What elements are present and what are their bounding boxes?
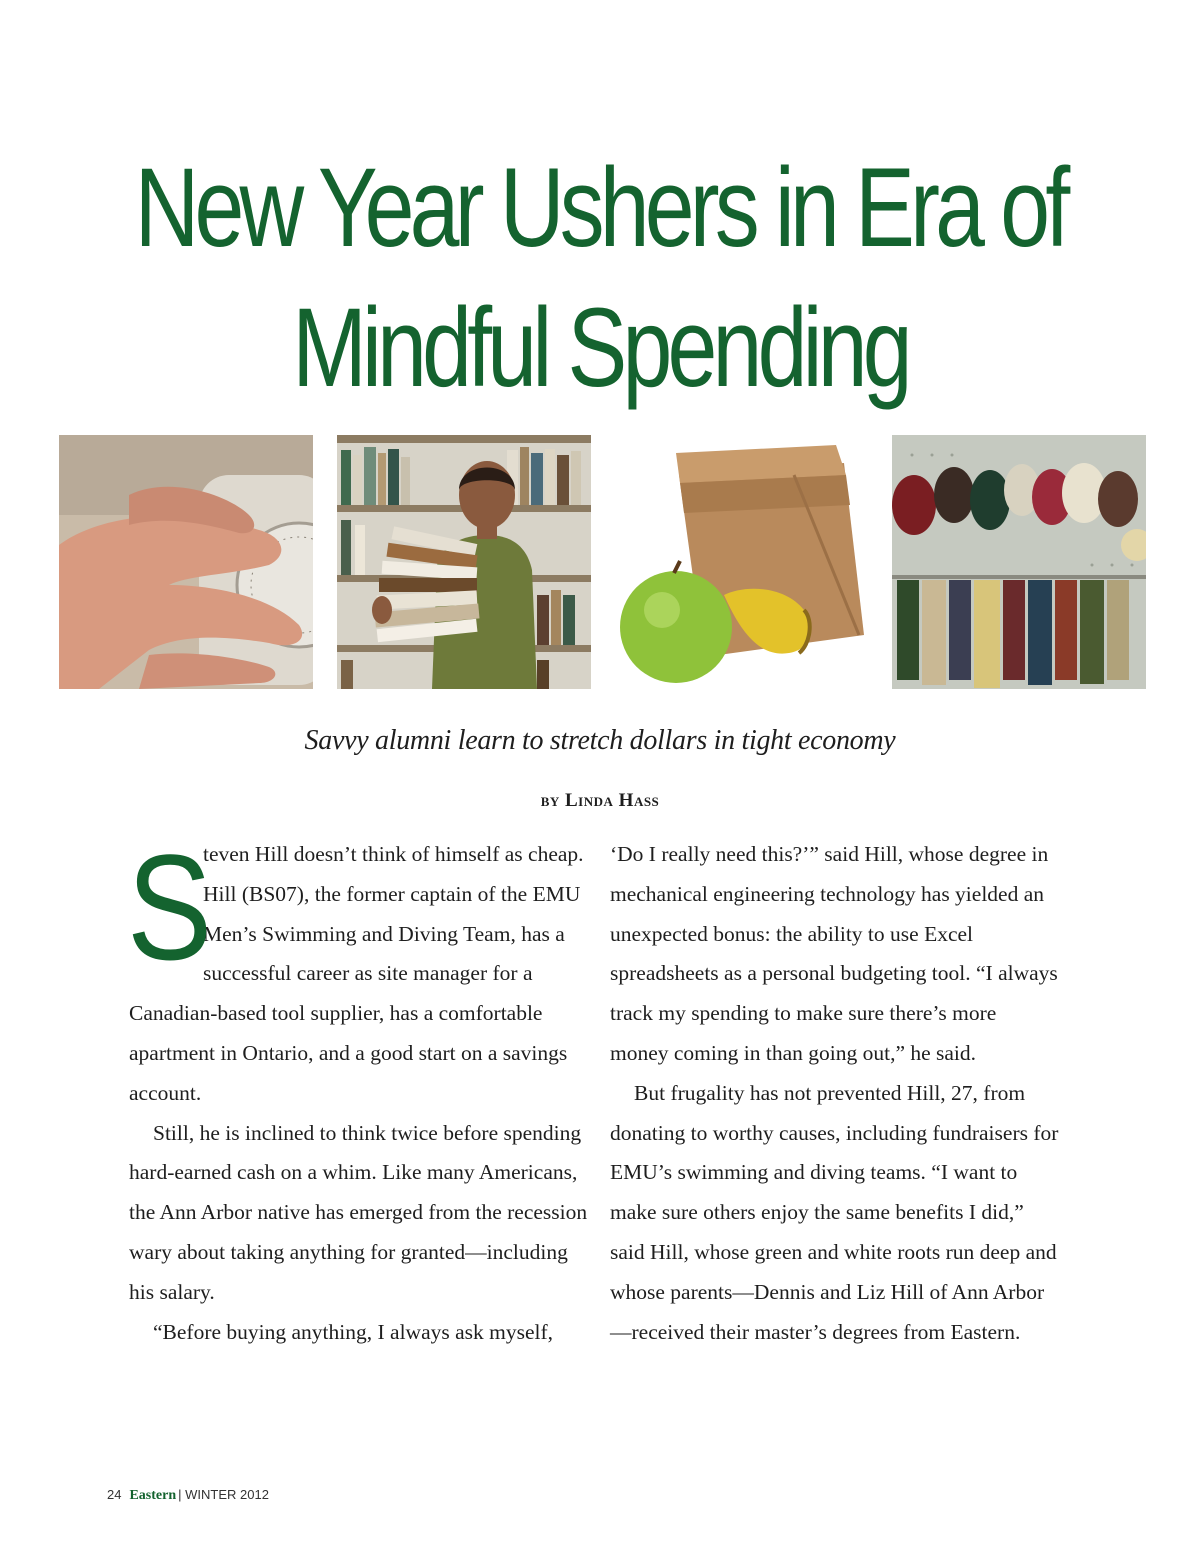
subtitle: Savvy alumni learn to stretch dollars in tight economy — [304, 725, 896, 756]
paragraph-1-text: teven Hill doesn’t think of himself as cheap. Hill (BS07), the former captain of the EMU Men’s Swimming and Diving Team, has a successful career as site manager for a Canadian-based tool supplier, has a comfortable apartment in Ontario, and a good start on a savings account. — [129, 842, 584, 1105]
paragraph-3-continued: ‘Do I really need this?’” said Hill, whose degree in mechanical engineering technology has yielded an unexpected bonus: the ability to use Excel spreadsheets as a personal budgeting tool. “I always track my spending to make sure there’s more money coming in than going out,” he said. — [610, 842, 1058, 1065]
lunch-bag-fruit-icon — [614, 435, 868, 689]
page-number: 24 — [107, 1487, 122, 1502]
books-photo — [337, 435, 591, 689]
thermostat-photo — [59, 435, 313, 689]
page-footer — [107, 1487, 269, 1504]
lunch-bag-photo — [614, 435, 868, 689]
article-column-1 — [127, 823, 589, 1352]
paragraph-2: Still, he is inclined to think twice before spending hard-earned cash on a whim. Like many Americans, the Ann Arbor native has emerged from the recession wary about taking anything for granted—including his salary. — [129, 1120, 588, 1304]
woman-books-icon — [337, 435, 591, 689]
clothing-rack-icon — [892, 435, 1146, 689]
thermostat-hand-icon — [59, 435, 313, 689]
issue-label: | WINTER 2012 — [178, 1487, 269, 1502]
paragraph-3: “Before buying anything, I always ask myself, — [153, 1319, 554, 1344]
drop-cap: S — [127, 823, 213, 991]
article-column-2 — [610, 835, 1060, 1352]
clothing-photo — [892, 435, 1146, 689]
paragraph-4: But frugality has not prevented Hill, 27, from donating to worthy causes, including fundraisers for EMU’s swimming and diving teams. “I want to make sure others enjoy the same benefits I did,” said Hill, whose green and white roots run deep and whose parents—Dennis and Liz Hill of Ann Arbor—received their master’s degrees from Eastern. — [610, 1080, 1059, 1344]
headline-line-1: New Year Ushers in Era of — [134, 145, 1066, 270]
paragraph-1 — [127, 823, 589, 1114]
headline — [120, 138, 1080, 418]
magazine-name: Eastern — [129, 1488, 177, 1503]
headline-line-2: Mindful Spending — [292, 285, 908, 410]
byline: by Linda Hass — [540, 790, 660, 811]
